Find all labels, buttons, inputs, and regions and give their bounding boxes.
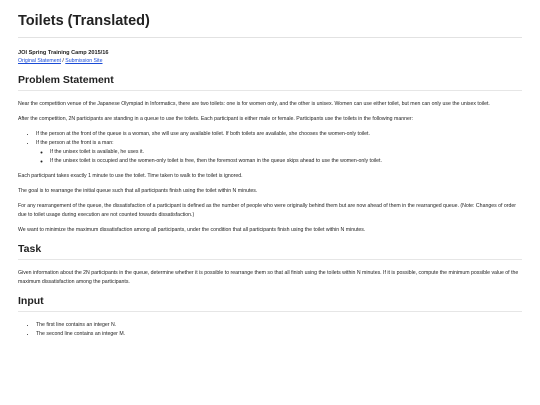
input-heading: Input — [18, 295, 522, 312]
statement-paragraph-5: For any rearrangement of the queue, the dissatisfaction of a participant is defined as the number of people who were originally behind them but are now ahead of them in the rearranged queue. (Note: Changes of order due to toilet usage during execution are not counted towards dissatisfaction.) — [18, 203, 517, 218]
input-item-2: • The second line contains an integer M. — [36, 330, 522, 339]
rule-man: • If the person at the front is a man: ◦ If the unisex toilet is available, he uses it. ◦ If the unisex toilet is occupied and the women-only toilet is free, then the foremost woman in the queue skips ahead to use the women-only toilet. — [36, 139, 522, 166]
statement-paragraph-4: The goal is to rearrange the initial queue such that all participants finish using the toilet within N minutes. — [18, 188, 258, 194]
statement-paragraph-2: After the competition, 2N participants are standing in a queue to use the toilets. Each participant is either male or female. Participants use the toilets in the following manner: — [18, 116, 414, 122]
man-rule-2: ◦ If the unisex toilet is occupied and the women-only toilet is free, then the foremost woman in the queue skips ahead to use the women-only toilet. — [50, 157, 522, 166]
man-rules-list — [36, 148, 522, 166]
input-section — [18, 295, 522, 339]
toilet-rules-list — [18, 130, 522, 166]
input-item-1: • The first line contains an integer N. — [36, 321, 522, 330]
statement-paragraph-1: Near the competition venue of the Japanese Olympiad in Informatics, there are two toilets: one is for women only, and the other is unisex. Women can use either toilet, but men can only use the unisex toilet. — [18, 101, 490, 107]
problem-statement-heading: Problem Statement — [18, 74, 522, 91]
statement-paragraph-3: Each participant takes exactly 1 minute to use the toilet. Time taken to walk to the toilet is ignored. — [18, 173, 243, 179]
task-paragraph: Given information about the 2N participants in the queue, determine whether it is possible to rearrange them so that all finish using the toilets within N minutes. If it is possible, compute the minimum possible value of the maximum dissatisfaction among the participants. — [18, 270, 519, 285]
original-statement-link[interactable]: Original Statement — [18, 58, 61, 64]
statement-links — [18, 58, 522, 65]
statement-paragraph-6: We want to minimize the maximum dissatisfaction among all participants, under the condition that all participants finish using the toilet within N minutes. — [18, 227, 366, 233]
rule-woman: • If the person at the front of the queue is a woman, she will use any available toilet. If both toilets are available, she chooses the women-only toilet. — [36, 130, 522, 139]
contest-name: JOI Spring Training Camp 2015/16 — [18, 50, 109, 56]
task-heading: Task — [18, 243, 522, 260]
submission-site-link[interactable]: Submission Site — [65, 58, 103, 64]
page-title: Toilets (Translated) — [18, 13, 522, 38]
link-separator: / — [60, 58, 66, 64]
man-rule-1: ◦ If the unisex toilet is available, he uses it. — [50, 148, 522, 157]
task-section — [18, 243, 522, 287]
input-list — [18, 321, 522, 339]
